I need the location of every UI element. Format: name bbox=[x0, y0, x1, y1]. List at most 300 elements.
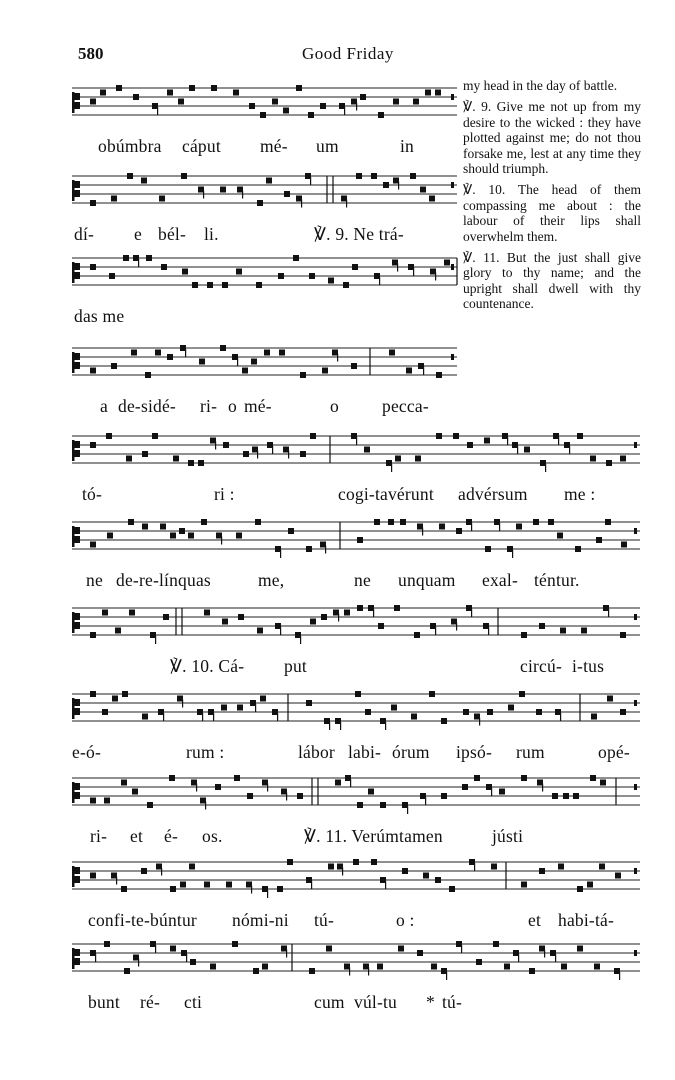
neume bbox=[283, 108, 289, 114]
clef-mark bbox=[74, 353, 80, 360]
neume bbox=[222, 619, 228, 625]
neume bbox=[441, 718, 447, 724]
lyric-syllable: mé- bbox=[244, 396, 272, 416]
neume bbox=[485, 546, 491, 552]
chant-staff bbox=[72, 690, 640, 762]
neume bbox=[411, 714, 417, 720]
lyric-syllable: i-tus bbox=[572, 656, 605, 676]
neume bbox=[380, 802, 386, 808]
neume bbox=[605, 519, 611, 525]
neume bbox=[596, 537, 602, 543]
neume-stem bbox=[338, 614, 339, 622]
neume-stem bbox=[280, 627, 281, 635]
neume-stem bbox=[344, 107, 345, 115]
neume bbox=[462, 784, 468, 790]
translation-paragraph: ℣. 11. But the just shall give glory to thy name; and the upright shall dwell with thy countenance. bbox=[463, 250, 641, 312]
neume-stem bbox=[456, 623, 457, 631]
neume-stem bbox=[545, 464, 546, 472]
neume bbox=[306, 700, 312, 706]
neume bbox=[167, 90, 173, 96]
neume bbox=[499, 789, 505, 795]
clef-mark bbox=[72, 698, 75, 719]
neume bbox=[519, 691, 525, 697]
neume bbox=[236, 269, 242, 275]
neume-stem bbox=[560, 713, 561, 721]
neume bbox=[242, 368, 248, 374]
neume bbox=[207, 282, 213, 288]
lyric-syllable: mé- bbox=[260, 136, 288, 156]
neume bbox=[243, 451, 249, 457]
neume bbox=[357, 537, 363, 543]
neume bbox=[111, 363, 117, 369]
neume bbox=[141, 868, 147, 874]
custos bbox=[634, 528, 637, 534]
neume-stem bbox=[474, 863, 475, 871]
neume bbox=[215, 784, 221, 790]
staff-lines bbox=[72, 432, 640, 472]
lyric-syllable: ri : bbox=[214, 484, 235, 504]
neume bbox=[429, 196, 435, 202]
neume bbox=[521, 632, 527, 638]
neume bbox=[220, 345, 226, 351]
neume bbox=[533, 519, 539, 525]
chant-staff bbox=[72, 774, 640, 846]
clef-mark bbox=[72, 352, 75, 373]
custos bbox=[634, 442, 637, 448]
neume bbox=[237, 705, 243, 711]
neume bbox=[141, 178, 147, 184]
neume bbox=[453, 433, 459, 439]
neume-stem bbox=[288, 451, 289, 459]
lyric-syllable: tú- bbox=[442, 992, 463, 1012]
neume bbox=[100, 90, 106, 96]
lyric-syllable: ℣. 9. Ne trá- bbox=[314, 224, 404, 244]
chant-staff bbox=[72, 940, 640, 1012]
clef-mark bbox=[74, 527, 80, 534]
lyric-syllable: exal- bbox=[482, 570, 518, 590]
clef-mark bbox=[74, 708, 80, 715]
neume bbox=[90, 442, 96, 448]
clef-mark bbox=[72, 948, 75, 969]
neume bbox=[116, 85, 122, 91]
lyric-syllable: é- bbox=[164, 826, 178, 846]
neume bbox=[90, 691, 96, 697]
neume bbox=[371, 173, 377, 179]
lyric-syllable: téntur. bbox=[534, 570, 580, 590]
neume bbox=[210, 964, 216, 970]
neume-stem bbox=[205, 802, 206, 810]
neume-stem bbox=[435, 627, 436, 635]
neume-stem bbox=[423, 367, 424, 375]
neume bbox=[90, 264, 96, 270]
neume-stem bbox=[213, 713, 214, 721]
neume bbox=[599, 864, 605, 870]
neume bbox=[587, 882, 593, 888]
neume-stem bbox=[349, 968, 350, 976]
neume-stem bbox=[300, 636, 301, 644]
clef-mark bbox=[72, 262, 75, 283]
neume bbox=[429, 691, 435, 697]
neume bbox=[521, 775, 527, 781]
neume-stem bbox=[340, 722, 341, 730]
neume bbox=[222, 282, 228, 288]
neume bbox=[398, 946, 404, 952]
neume-stem bbox=[157, 107, 158, 115]
neume bbox=[306, 546, 312, 552]
neume bbox=[167, 354, 173, 360]
neume bbox=[357, 802, 363, 808]
neume bbox=[309, 968, 315, 974]
neume bbox=[436, 372, 442, 378]
neume-stem bbox=[267, 784, 268, 792]
neume bbox=[238, 614, 244, 620]
staff-lines bbox=[72, 858, 640, 898]
neume-stem bbox=[280, 550, 281, 558]
neume-stem bbox=[138, 959, 139, 967]
neume bbox=[364, 447, 370, 453]
neume-stem bbox=[215, 442, 216, 450]
staff-lines bbox=[72, 172, 457, 212]
neume bbox=[169, 775, 175, 781]
neume bbox=[90, 873, 96, 879]
neume bbox=[180, 882, 186, 888]
neume-stem bbox=[310, 177, 311, 185]
neume bbox=[277, 886, 283, 892]
neume bbox=[109, 273, 115, 279]
neume-stem bbox=[272, 446, 273, 454]
neume bbox=[606, 460, 612, 466]
neume bbox=[484, 438, 490, 444]
neume bbox=[181, 173, 187, 179]
neume bbox=[288, 528, 294, 534]
neume bbox=[463, 709, 469, 715]
clef-mark bbox=[72, 612, 75, 633]
neume bbox=[264, 350, 270, 356]
neume bbox=[163, 614, 169, 620]
clef-mark bbox=[74, 441, 80, 448]
lyric-syllable: lábor bbox=[298, 742, 335, 762]
neume bbox=[128, 519, 134, 525]
lyric-syllable: cum bbox=[314, 992, 345, 1012]
neume-stem bbox=[518, 954, 519, 962]
neume bbox=[133, 94, 139, 100]
neume-stem bbox=[385, 722, 386, 730]
neume-stem bbox=[286, 950, 287, 958]
neume bbox=[90, 542, 96, 548]
neume bbox=[521, 882, 527, 888]
neume bbox=[287, 859, 293, 865]
neume-stem bbox=[507, 437, 508, 445]
neume-stem bbox=[425, 797, 426, 805]
neume-stem bbox=[491, 788, 492, 796]
neume bbox=[414, 632, 420, 638]
neume-stem bbox=[186, 954, 187, 962]
custos bbox=[634, 950, 637, 956]
neume bbox=[377, 964, 383, 970]
neume bbox=[90, 632, 96, 638]
lyric-syllable: circú- bbox=[520, 656, 563, 676]
neume-stem bbox=[346, 200, 347, 208]
neume bbox=[293, 255, 299, 261]
neume bbox=[491, 864, 497, 870]
neume bbox=[234, 775, 240, 781]
lyric-syllable: cáput bbox=[182, 136, 221, 156]
neume bbox=[378, 623, 384, 629]
neume bbox=[90, 798, 96, 804]
neume bbox=[220, 187, 226, 193]
neume bbox=[115, 628, 121, 634]
neume bbox=[226, 882, 232, 888]
neume bbox=[504, 964, 510, 970]
neume bbox=[449, 886, 455, 892]
neume bbox=[199, 359, 205, 365]
neume-stem bbox=[461, 945, 462, 953]
lyric-syllable: put bbox=[284, 656, 307, 676]
lyric-syllable: ré- bbox=[140, 992, 161, 1012]
clef-mark bbox=[72, 92, 75, 113]
neume bbox=[145, 372, 151, 378]
lyric-syllable: et bbox=[130, 826, 144, 846]
neume bbox=[575, 546, 581, 552]
staff-lines bbox=[72, 604, 640, 644]
lyric-syllable: bunt bbox=[88, 992, 120, 1012]
neume bbox=[161, 264, 167, 270]
neume bbox=[102, 610, 108, 616]
lyric-syllable: cti bbox=[184, 992, 203, 1012]
clef-mark bbox=[72, 440, 75, 461]
clef-mark bbox=[74, 450, 80, 457]
lyric-syllable: ne bbox=[354, 570, 371, 590]
neume bbox=[389, 350, 395, 356]
neume-stem bbox=[379, 277, 380, 285]
neume bbox=[607, 696, 613, 702]
chant-staff bbox=[72, 432, 640, 504]
running-title: Good Friday bbox=[302, 44, 394, 63]
lyric-syllable: ne bbox=[86, 570, 103, 590]
neume-stem bbox=[373, 609, 374, 617]
neume bbox=[257, 628, 263, 634]
neume bbox=[142, 714, 148, 720]
neume bbox=[247, 793, 253, 799]
neume bbox=[249, 103, 255, 109]
lyric-syllable: me : bbox=[564, 484, 596, 504]
lyric-syllable: rum : bbox=[186, 742, 225, 762]
custos bbox=[451, 354, 454, 360]
neume bbox=[590, 456, 596, 462]
neume-stem bbox=[221, 537, 222, 545]
neume bbox=[516, 524, 522, 530]
neume bbox=[395, 456, 401, 462]
neume-stem bbox=[242, 191, 243, 199]
neume bbox=[335, 780, 341, 786]
neume bbox=[577, 886, 583, 892]
neume bbox=[378, 112, 384, 118]
neume bbox=[621, 542, 627, 548]
custos bbox=[634, 868, 637, 874]
neume bbox=[524, 447, 530, 453]
clef-mark bbox=[74, 93, 80, 100]
neume bbox=[590, 775, 596, 781]
lyric-syllable: nómi-ni bbox=[232, 910, 289, 930]
neume-stem bbox=[255, 704, 256, 712]
neume-stem bbox=[163, 713, 164, 721]
neume bbox=[104, 798, 110, 804]
neume bbox=[90, 200, 96, 206]
neume bbox=[356, 173, 362, 179]
neume-stem bbox=[342, 868, 343, 876]
neume bbox=[296, 85, 302, 91]
neume bbox=[467, 442, 473, 448]
chant-staff bbox=[72, 344, 457, 416]
staff-lines bbox=[72, 774, 640, 814]
neume bbox=[487, 709, 493, 715]
neume-stem bbox=[182, 700, 183, 708]
neume bbox=[155, 350, 161, 356]
neume-stem bbox=[407, 806, 408, 814]
neume bbox=[615, 873, 621, 879]
custos bbox=[634, 784, 637, 790]
neume-stem bbox=[257, 451, 258, 459]
neume bbox=[561, 964, 567, 970]
neume-stem bbox=[488, 627, 489, 635]
lyric-syllable: ri- bbox=[200, 396, 218, 416]
chant-staff bbox=[72, 172, 457, 244]
neume bbox=[170, 886, 176, 892]
neume bbox=[539, 623, 545, 629]
lyric-syllable: unquam bbox=[398, 570, 456, 590]
neume bbox=[308, 112, 314, 118]
neume bbox=[423, 873, 429, 879]
neume bbox=[204, 610, 210, 616]
neume bbox=[558, 864, 564, 870]
lyric-syllable: advérsum bbox=[458, 484, 528, 504]
clef-mark bbox=[74, 867, 80, 874]
neume bbox=[272, 99, 278, 105]
neume bbox=[355, 691, 361, 697]
lyric-syllable: órum bbox=[392, 742, 430, 762]
neume bbox=[104, 941, 110, 947]
neume bbox=[124, 968, 130, 974]
clef-mark bbox=[72, 782, 75, 803]
neume bbox=[328, 864, 334, 870]
neume-stem bbox=[479, 718, 480, 726]
neume-stem bbox=[311, 881, 312, 889]
neume bbox=[182, 269, 188, 275]
neume bbox=[262, 964, 268, 970]
neume-stem bbox=[155, 945, 156, 953]
neume bbox=[127, 173, 133, 179]
lyric-syllable: ipsó- bbox=[456, 742, 492, 762]
neume bbox=[111, 196, 117, 202]
neume-stem bbox=[185, 349, 186, 357]
neume-stem bbox=[368, 968, 369, 976]
neume bbox=[476, 959, 482, 965]
neume bbox=[536, 709, 542, 715]
neume bbox=[560, 628, 566, 634]
lyric-syllable: de-re-línquas bbox=[116, 570, 211, 590]
neume-stem bbox=[202, 713, 203, 721]
neume-stem bbox=[555, 954, 556, 962]
neume-stem bbox=[512, 550, 513, 558]
clef-mark bbox=[74, 876, 80, 883]
chant-staff bbox=[72, 518, 640, 590]
chant-staff bbox=[72, 254, 457, 326]
neume bbox=[436, 433, 442, 439]
neume bbox=[159, 196, 165, 202]
neume bbox=[310, 619, 316, 625]
neume-stem bbox=[446, 972, 447, 980]
lyric-syllable: opé- bbox=[598, 742, 630, 762]
neume-stem bbox=[95, 954, 96, 962]
neume bbox=[152, 433, 158, 439]
clef-mark bbox=[74, 622, 80, 629]
neume bbox=[146, 255, 152, 261]
neume bbox=[573, 793, 579, 799]
neume-stem bbox=[203, 191, 204, 199]
clef-mark bbox=[74, 792, 80, 799]
clef-mark bbox=[72, 526, 75, 547]
neume bbox=[112, 696, 118, 702]
staff-lines bbox=[72, 254, 457, 294]
neume bbox=[201, 519, 207, 525]
neume bbox=[173, 456, 179, 462]
neume bbox=[190, 959, 196, 965]
neume-stem bbox=[116, 877, 117, 885]
neume bbox=[223, 442, 229, 448]
neume bbox=[132, 789, 138, 795]
translation-column bbox=[463, 78, 641, 318]
lyric-syllable: o bbox=[330, 396, 339, 416]
neume-stem bbox=[251, 886, 252, 894]
neume bbox=[493, 941, 499, 947]
lyric-syllable: confi-te-búntur bbox=[88, 910, 197, 930]
neume bbox=[123, 255, 129, 261]
neume bbox=[160, 524, 166, 530]
neume-stem bbox=[499, 523, 500, 531]
staff-lines bbox=[72, 690, 640, 730]
neume-stem bbox=[398, 182, 399, 190]
neume bbox=[402, 868, 408, 874]
neume bbox=[236, 533, 242, 539]
neume bbox=[204, 882, 210, 888]
neume-stem bbox=[385, 881, 386, 889]
neume bbox=[435, 877, 441, 883]
lyric-syllable: in bbox=[400, 136, 415, 156]
clef-mark bbox=[74, 613, 80, 620]
clef-mark bbox=[74, 958, 80, 965]
neume bbox=[321, 614, 327, 620]
lyric-syllable: a bbox=[100, 396, 108, 416]
lyric-syllable: um bbox=[316, 136, 339, 156]
neume bbox=[188, 533, 194, 539]
neume bbox=[577, 946, 583, 952]
neume bbox=[474, 775, 480, 781]
neume bbox=[539, 868, 545, 874]
neume bbox=[257, 200, 263, 206]
clef-mark bbox=[72, 180, 75, 201]
neume bbox=[394, 605, 400, 611]
neume bbox=[600, 780, 606, 786]
neume bbox=[563, 793, 569, 799]
lyric-syllable: * bbox=[426, 992, 435, 1012]
neume bbox=[456, 528, 462, 534]
neume bbox=[284, 191, 290, 197]
neume bbox=[353, 859, 359, 865]
neume bbox=[256, 282, 262, 288]
neume bbox=[121, 886, 127, 892]
neume bbox=[352, 264, 358, 270]
neume bbox=[279, 350, 285, 356]
